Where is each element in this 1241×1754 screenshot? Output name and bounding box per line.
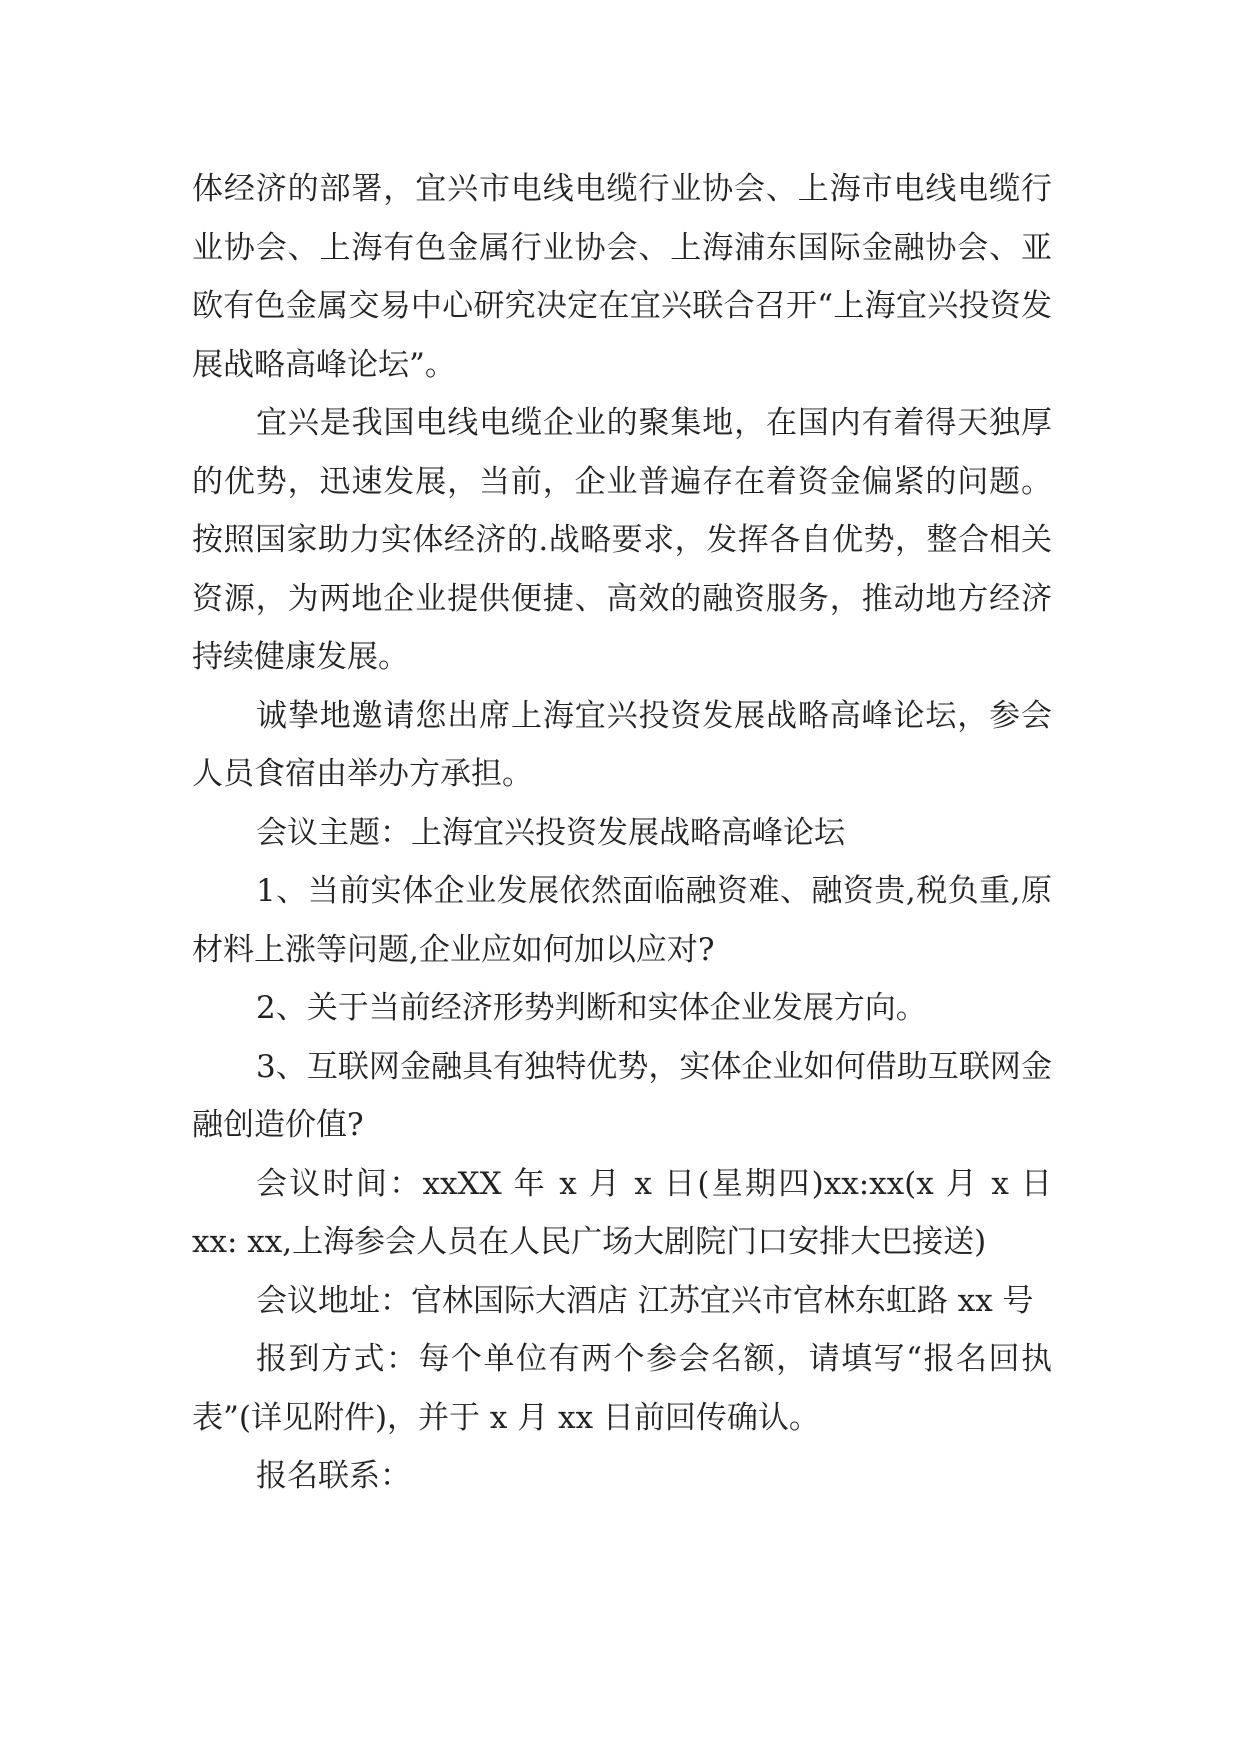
document-body — [192, 160, 1052, 1506]
paragraph-background: 宜兴是我国电线电缆企业的聚集地，在国内有着得天独厚的优势，迅速发展，当前，企业普遍存在着资金偏紧的问题。按照国家助力实体经济的.战略要求，发挥各自优势，整合相关资源，为两地企业提供便捷、高效的融资服务，推动地方经济持续健康发展。 — [192, 405, 1052, 675]
paragraph-intro-continuation: 体经济的部署，宜兴市电线电缆行业协会、上海市电线电缆行业协会、上海有色金属行业协会、上海浦东国际金融协会、亚欧有色金属交易中心研究决定在宜兴联合召开“上海宜兴投资发展战略高峰论坛”。 — [192, 171, 1052, 383]
paragraph-meeting-theme: 会议主题：上海宜兴投资发展战略高峰论坛 — [256, 814, 845, 851]
paragraph-topic-2: 2、关于当前经济形势判断和实体企业发展方向。 — [256, 990, 927, 1026]
paragraph-meeting-time: 会议时间：xxXX 年 x 月 x 日(星期四)xx:xx(x 月 x 日 xx: xx,上海参会人员在人民广场大剧院门口安排大巴接送) — [192, 1165, 1052, 1260]
paragraph-topic-1: 1、当前实体企业发展依然面临融资难、融资贵,税负重,原材料上涨等问题,企业应如何加以应对? — [192, 873, 1052, 968]
paragraph-invitation: 诚挚地邀请您出席上海宜兴投资发展战略高峰论坛，参会人员食宿由举办方承担。 — [192, 697, 1052, 792]
paragraph-registration-contact: 报名联系： — [256, 1458, 411, 1494]
paragraph-meeting-address: 会议地址：官林国际大酒店 江苏宜兴市官林东虹路 xx 号 — [256, 1282, 1034, 1319]
paragraph-topic-3: 3、互联网金融具有独特优势，实体企业如何借助互联网金融创造价值? — [192, 1048, 1052, 1143]
paragraph-registration-method: 报到方式：每个单位有两个参会名额，请填写“报名回执表”(详见附件)，并于 x 月 xx 日前回传确认。 — [192, 1341, 1052, 1436]
